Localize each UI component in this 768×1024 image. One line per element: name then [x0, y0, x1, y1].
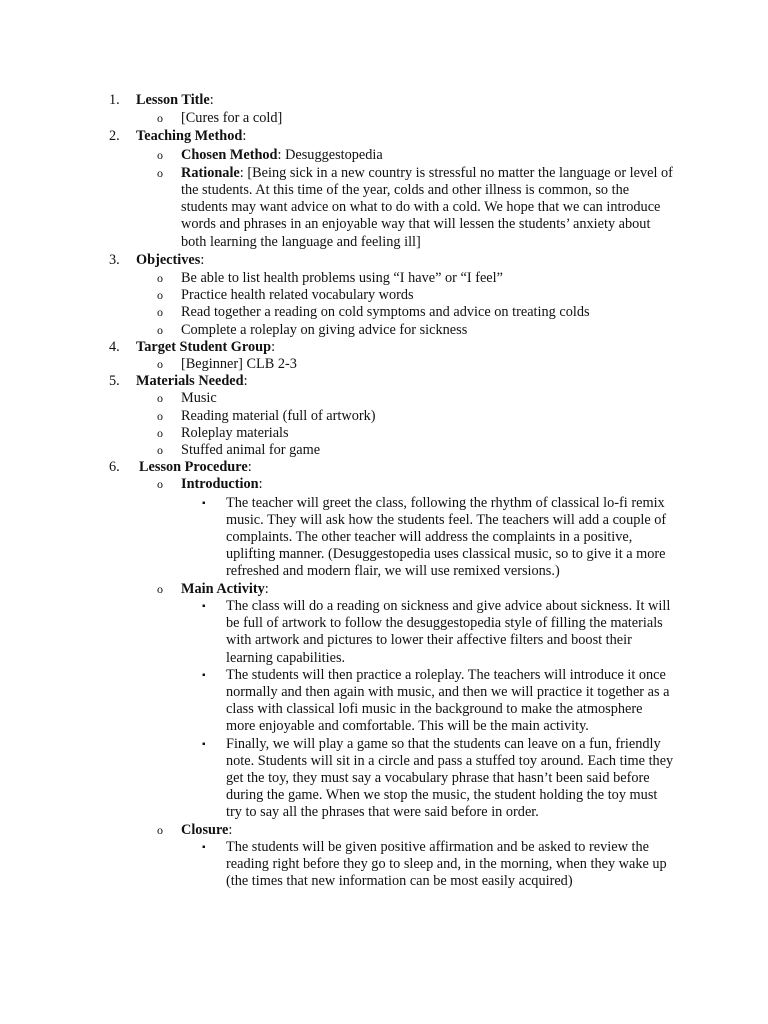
circle-bullet-icon: o — [157, 443, 163, 458]
list-item: o Stuffed animal for game — [157, 442, 321, 459]
subsection-main-activity: o Main Activity: — [157, 580, 269, 597]
list-item: o Read together a reading on cold symptoms and advice on treating colds — [157, 304, 590, 321]
section-number: 6. — [109, 459, 120, 476]
circle-bullet-icon: o — [157, 408, 163, 423]
item-label: Chosen Method — [181, 146, 278, 163]
circle-bullet-icon: o — [157, 581, 163, 596]
item-label: Rationale — [181, 164, 240, 181]
section-heading: Lesson Title — [136, 92, 210, 108]
circle-bullet-icon: o — [157, 288, 163, 303]
bullet-item: ▪ Finally, we will play a game so that the students can leave on a fun, friendly note. Students will sit in a circle and pass a stuffed toy around. Each time they get the toy, they must say a vocabulary phrase that hasn’t been said before during the game. When we stop the music, the student holding the toy must try to say all the phrases that were said before in order. — [202, 735, 674, 821]
square-bullet-icon: ▪ — [202, 841, 206, 853]
circle-bullet-icon: o — [157, 357, 163, 372]
list-item: o [Beginner] CLB 2-3 — [157, 356, 297, 373]
subsection-introduction: o Introduction: — [157, 476, 263, 493]
square-bullet-icon: ▪ — [202, 600, 206, 612]
list-item: o Rationale: [Being sick in a new country is stressful no matter the language or level of the students. At this time of the year, colds and other illness is common, so the students may want advice on what to do with a cold. We hope that we can introduce words and phrases in an enjoyable way that will lessen the students’ anxiety about both learning the language and feeling ill] — [157, 164, 673, 250]
circle-bullet-icon: o — [157, 271, 163, 286]
subsection-heading: Introduction — [181, 476, 259, 493]
list-item: o Complete a roleplay on giving advice for sickness — [157, 321, 468, 338]
section-number: 5. — [109, 373, 120, 390]
bullet-item: ▪ The class will do a reading on sickness and give advice about sickness. It will be full of artwork to follow the desuggestopedia style of filling the materials with artwork and pictures to lower their affective filters and boost their learning capabilities. — [202, 597, 671, 666]
circle-bullet-icon: o — [157, 477, 163, 492]
circle-bullet-icon: o — [157, 165, 163, 180]
section-heading: Target Student Group — [136, 338, 272, 355]
section-target-student-group: 4. Target Student Group: — [109, 338, 276, 355]
circle-bullet-icon: o — [157, 391, 163, 406]
list-item: o [Cures for a cold] — [157, 110, 283, 127]
circle-bullet-icon: o — [157, 822, 163, 837]
list-item: o Practice health related vocabulary words — [157, 287, 414, 304]
section-lesson-title: 1. Lesson Title: — [109, 92, 214, 108]
section-heading: Teaching Method — [136, 128, 243, 145]
section-objectives: 3. Objectives: — [109, 251, 205, 268]
section-heading: Lesson Procedure — [139, 459, 248, 476]
circle-bullet-icon: o — [157, 147, 163, 162]
list-item: o Be able to list health problems using “I have” or “I feel” — [157, 270, 503, 287]
subsection-closure: o Closure: — [157, 821, 233, 838]
list-item: o Chosen Method: Desuggestopedia — [157, 146, 383, 163]
subsection-heading: Main Activity — [181, 580, 265, 597]
square-bullet-icon: ▪ — [202, 497, 206, 509]
section-materials-needed: 5. Materials Needed: — [109, 373, 248, 390]
section-number: 2. — [109, 128, 120, 145]
section-heading: Materials Needed — [136, 373, 244, 390]
section-lesson-procedure: 6. Lesson Procedure: — [109, 459, 252, 476]
list-item: o Roleplay materials — [157, 424, 289, 441]
bullet-item: ▪ The students will be given positive affirmation and be asked to review the reading right before they go to sleep and, in the morning, when they wake up (the times that new information can be most easily acquired) — [202, 838, 667, 890]
section-number: 3. — [109, 251, 120, 268]
circle-bullet-icon: o — [157, 322, 163, 337]
list-item: o Music — [157, 390, 217, 407]
square-bullet-icon: ▪ — [202, 669, 206, 681]
circle-bullet-icon: o — [157, 111, 163, 126]
section-heading: Objectives — [136, 251, 201, 268]
bullet-item: ▪ The students will then practice a roleplay. The teachers will introduce it once normally and then again with music, and then we will practice it together as a class with classical lofi music in the background to make the atmosphere more enjoyable and comfortable. This will be the main activity. — [202, 666, 670, 735]
circle-bullet-icon: o — [157, 425, 163, 440]
square-bullet-icon: ▪ — [202, 738, 206, 750]
circle-bullet-icon: o — [157, 305, 163, 320]
section-teaching-method: 2. Teaching Method: — [109, 128, 247, 145]
list-item: o Reading material (full of artwork) — [157, 407, 376, 424]
bullet-item: ▪ The teacher will greet the class, following the rhythm of classical lo-fi remix music. They will ask how the students feel. The teachers will add a couple of complaints. The other teacher will address the complaints in a positive, uplifting manner. (Desuggestopedia uses classical music, so to give it a more refreshed and modern flair, we will use remixed versions.) — [202, 494, 667, 580]
section-number: 1. — [109, 92, 120, 108]
section-number: 4. — [109, 338, 120, 355]
subsection-heading: Closure — [181, 821, 229, 838]
